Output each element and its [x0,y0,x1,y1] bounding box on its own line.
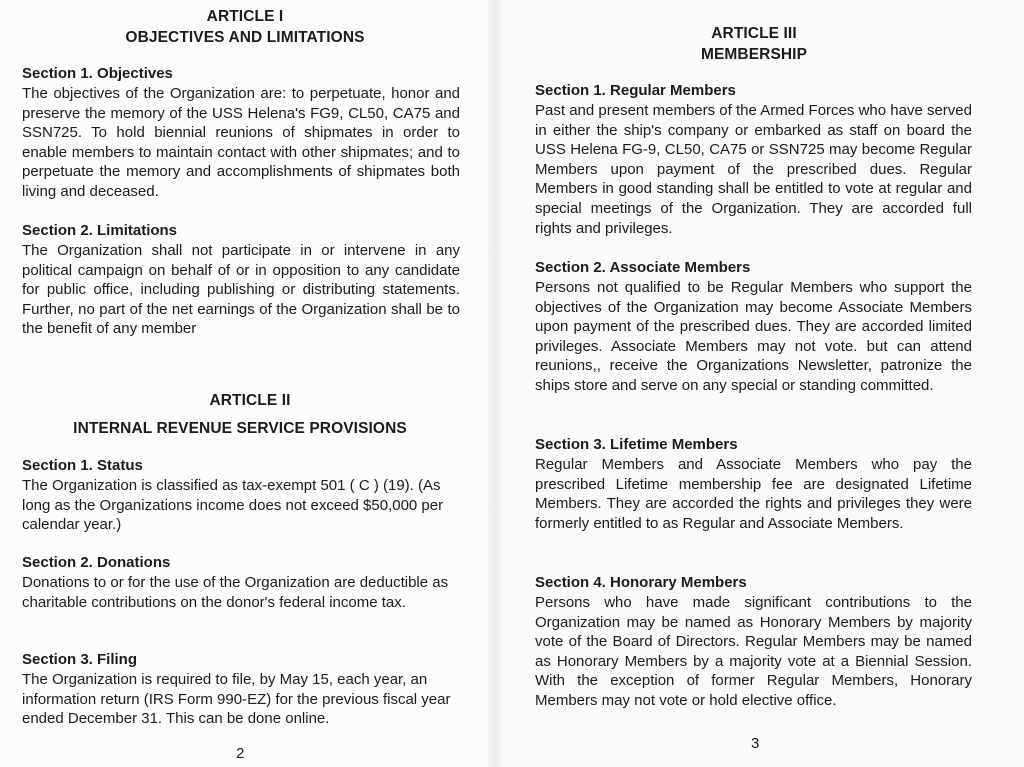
article-2-title: ARTICLE II [209,392,291,409]
article-3-title: ARTICLE III [711,25,797,42]
section-title: Section 1. Regular Members [535,82,736,99]
section-body: Persons who have made significant contributions to the Organization may be named as Honorary Members by majority vote of the Board of Directors. Regular Members may be named as Honorary Members by a majority vote at a Biennial Session. With the exception of former Regular Members, Honorary Members may not vote or hold elective office. [535,594,972,709]
section-status [22,456,470,535]
page-number: 2 [236,745,245,762]
section-body: The objectives of the Organization are: to perpetuate, honor and preserve the memory of the USS Helena's FG9, CL50, CA75 and SSN725. To hold biennial reunions of shipmates in order to enable members to maintain contact with other shipmates; and to perpetuate the memory and accomplishments of shipmates both living and deceased. [22,85,460,200]
page-number: 3 [751,735,760,752]
section-body: The Organization is classified as tax-exempt 501 ( C ) (19). (As long as the Organizations income does not exceed $50,000 per calendar year.) [22,477,444,534]
section-title: Section 3. Lifetime Members [535,436,738,453]
article-1-subtitle: OBJECTIVES AND LIMITATIONS [125,29,365,46]
section-filing [22,650,470,729]
page-right [500,0,1024,767]
section-body: The Organization shall not participate in or intervene in any political campaign on behalf of or in opposition to any candidate for public office, including publishing or distributing statements. Further, no part of the net earnings of the Organization shall be to the benefit of any member [22,242,460,338]
section-title: Section 3. Filing [22,651,138,668]
article-3-subtitle: MEMBERSHIP [700,46,808,63]
article-1-heading [0,6,490,48]
section-associate-members [535,258,972,396]
article-1-title: ARTICLE I [206,8,284,25]
section-title: Section 2. Limitations [22,222,178,239]
section-body: The Organization is required to file, by May 15, each year, an information return (IRS Form 990-EZ) for the previous fiscal year ended December 31. This can be done online. [22,671,451,728]
section-body: Regular Members and Associate Members who pay the prescribed Lifetime membership fee are designated Lifetime Members. They are accorded the rights and privileges they were formerly entitled to as Regular and Associate Members. [535,456,972,532]
article-2-subtitle: INTERNAL REVENUE SERVICE PROVISIONS [73,420,407,437]
section-regular-members [535,81,972,238]
section-donations [22,553,460,612]
section-title: Section 1. Status [22,457,143,474]
article-3-heading [500,23,1008,65]
section-objectives [22,64,460,202]
section-title: Section 2. Donations [22,554,171,571]
page-left [0,0,490,767]
section-title: Section 1. Objectives [22,65,173,82]
section-body: Past and present members of the Armed Forces who have served in either the ship's company or embarked as staff on board the USS Helena FG-9, CL50, CA75 or SSN725 may become Regular Members upon payment of the prescribed dues. Regular Members in good standing shall be entitled to vote at regular and special meetings of the Organization. They are accorded full rights and privileges. [535,102,972,237]
section-limitations [22,221,460,339]
section-honorary-members [535,573,972,711]
section-title: Section 2. Associate Members [535,259,751,276]
section-lifetime-members [535,435,972,533]
section-body: Persons not qualified to be Regular Members who support the objectives of the Organization may become Associate Members upon payment of the prescribed dues. They are accorded limited privileges. Associate Members may not vote. but can attend reunions,, receive the Organizations Newsletter, patronize the ships store and serve on any special or standing committed. [535,279,972,394]
section-title: Section 4. Honorary Members [535,574,747,591]
section-body: Donations to or for the use of the Organization are deductible as charitable contributions on the donor's federal income tax. [22,574,449,611]
